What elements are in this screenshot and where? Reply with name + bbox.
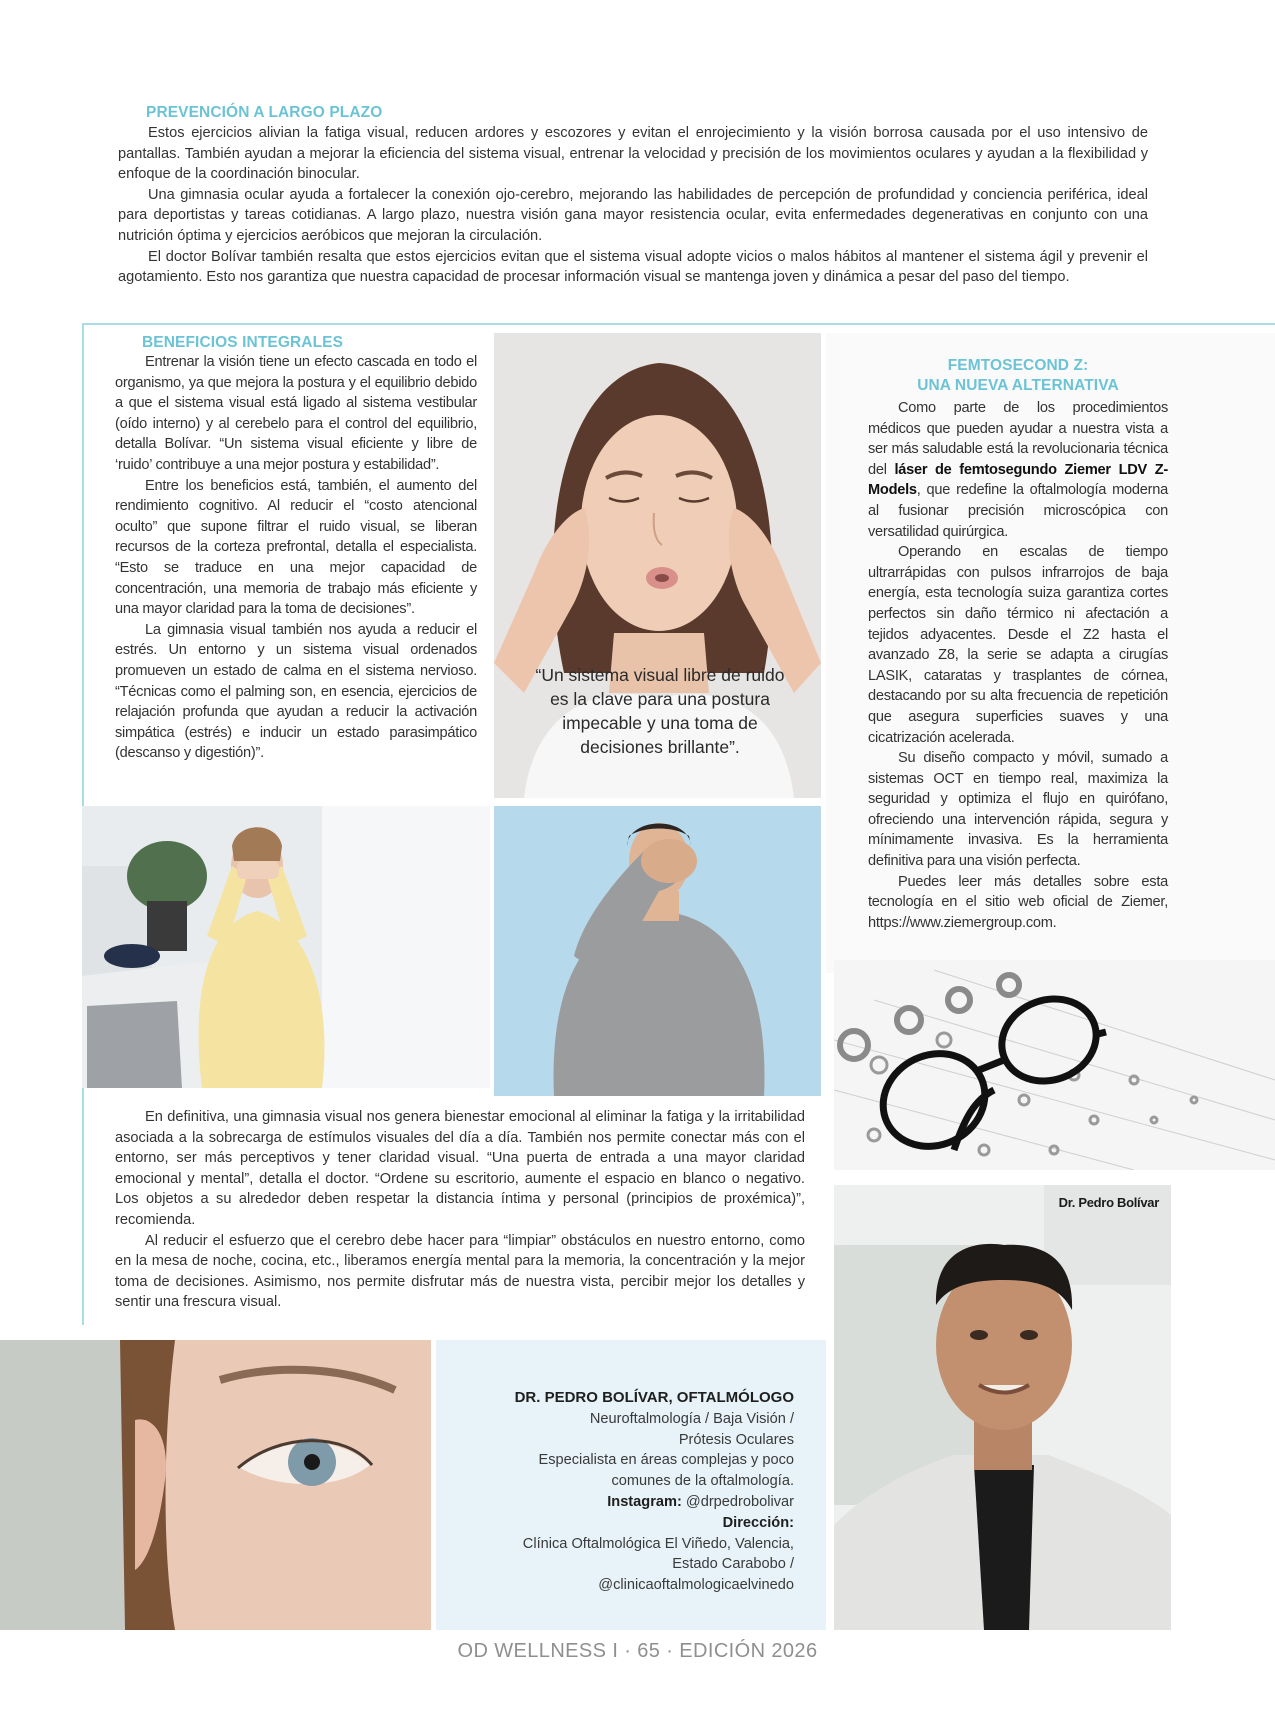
clinic-instagram[interactable]: @clinicaoftalmologicaelvinedo xyxy=(598,1577,794,1594)
benefits-paragraph: Entre los beneficios está, también, el aumento del rendimiento cognitivo. Al reducir el “costo atencional oculto” que supone filtrar el ruido visual, se liberan recursos de la corteza prefrontal, detalla el especialista. “Esto se traduce en una mejor capacidad de concentración, una memoria de trabajo más eficiente y una mayor claridad para la toma de decisiones”. xyxy=(115,477,477,618)
femto-heading xyxy=(868,356,1168,396)
contact-instagram xyxy=(515,1492,794,1513)
benefits-heading: BENEFICIOS INTEGRALES xyxy=(142,334,344,351)
photo-woman-at-desk xyxy=(82,806,490,1088)
instagram-handle[interactable]: @drpedrobolivar xyxy=(685,1493,794,1510)
photo-doctor-portrait xyxy=(834,1185,1171,1630)
femto-text: Puedes leer más detalles sobre esta tecnología en el sitio web oficial de Ziemer, xyxy=(868,873,1168,911)
doctor-photo-caption: Dr. Pedro Bolívar xyxy=(1058,1195,1159,1210)
conclusion-paragraph: En definitiva, una gimnasia visual nos genera bienestar emocional al eliminar la fatiga y la irritabilidad asociada a la sobrecarga de estímulos visuales del día a día. También nos permite conectar más con el entorno, ser más perceptivos y tener claridad visual. “Una puerta de entrada a una mayor claridad emocional y mental”, detalla el doctor. “Ordene su escritorio, aumente el espacio en blanco o negativo. Los objetos a su alrededor deben respetar la distancia íntima y personal (principios de proxémica)”, recomienda. xyxy=(115,1109,805,1228)
femto-paragraph xyxy=(868,398,1168,542)
man-covering-eyes-illustration xyxy=(494,806,821,1096)
contact-description: Especialista en áreas complejas y poco xyxy=(538,1452,794,1469)
femto-heading-line2: UNA NUEVA ALTERNATIVA xyxy=(917,377,1119,394)
photo-glasses-eye-chart xyxy=(834,960,1275,1170)
contact-address: Clínica Oftalmológica El Viñedo, Valencia, xyxy=(522,1535,794,1552)
contact-address: Estado Carabobo / xyxy=(672,1556,794,1573)
prevention-paragraph: El doctor Bolívar también resalta que estos ejercicios evitan que el sistema visual adopte vicios o malos hábitos al mantener el sistema ágil y prevenir el agotamiento. Esto nos garantiza que nuestra capacidad de procesar información visual se mantenga joven y dinámica a pesar del paso del tiempo. xyxy=(118,248,1148,286)
prevention-body xyxy=(118,123,1148,288)
femto-body xyxy=(868,398,1168,933)
contact-description: comunes de la oftalmología. xyxy=(611,1473,794,1490)
prevention-paragraph: Estos ejercicios alivian la fatiga visual, reducen ardores y escozores y evitan el enrojecimiento y la visión borrosa causada por el uso intensivo de pantallas. También ayudan a mejorar la eficiencia del sistema visual, entrenar la velocidad y precisión de los movimientos oculares y ayudan a la flexibilidad y enfoque de la coordinación binocular. xyxy=(118,125,1148,183)
benefits-paragraph: La gimnasia visual también nos ayuda a reducir el estrés. Un entorno y un sistema visual ordenados promueven un estado de calma en el sistema nervioso. “Técnicas como el palming son, en esencia, ejercicios de relajación profunda que ayudan a reducir la activación simpática (estrés) e inducir un estado parasimpático (descanso y digestión)”. xyxy=(115,621,477,762)
photo-woman-temples xyxy=(494,333,821,798)
woman-desk-illustration xyxy=(82,806,490,1088)
contact-specialty: Neuroftalmología / Baja Visión / xyxy=(589,1410,794,1427)
femto-paragraph: Operando en escalas de tiempo ultrarrápidas con pulsos infrarrojos de baja energía, esta tecnología suiza garantiza cortes perfectos sin daño térmico ni afectación a tejidos adyacentes. Desde el Z2 hasta el avanzado Z8, la serie se adapta a cirugías LASIK, cataratas y trasplantes de córnea, destacando por su alta frecuencia de repetición que asegura superficies suaves y una cicatrización acelerada. xyxy=(868,544,1168,746)
contact-details xyxy=(515,1388,794,1596)
contact-specialty: Prótesis Oculares xyxy=(678,1431,794,1448)
contact-name: DR. PEDRO BOLÍVAR, OFTALMÓLOGO xyxy=(514,1389,794,1406)
prevention-section xyxy=(118,104,1148,288)
page-footer: OD WELLNESS I · 65 · EDICIÓN 2026 xyxy=(457,1640,818,1662)
femto-paragraph xyxy=(868,872,1168,934)
benefits-body xyxy=(115,352,477,764)
prevention-heading: PREVENCIÓN A LARGO PLAZO xyxy=(146,104,383,121)
conclusion-paragraph: Al reducir el esfuerzo que el cerebro debe hacer para “limpiar” obstáculos en nuestro entorno, como en la mesa de noche, cocina, etc., liberamos energía mental para la memoria, la concentración y la mejor toma de decisiones. Asimismo, nos permite disfrutar más de nuestra vista, percibir mejor los detalles y sentir una frescura visual. xyxy=(115,1232,805,1311)
photo-man-covering-eyes xyxy=(494,806,821,1096)
eye-closeup-illustration xyxy=(0,1340,431,1630)
conclusion-section xyxy=(115,1107,805,1313)
ziemer-link[interactable]: https://www.ziemergroup.com. xyxy=(868,914,1057,931)
femto-product-name: láser de femtosegundo Ziemer LDV Z-Models xyxy=(868,461,1168,499)
femto-paragraph: Su diseño compacto y móvil, sumado a sistemas OCT en tiempo real, maximiza la seguridad y optimiza el flujo en quirófano, ofreciendo una intervención rápida, segura y mínimamente invasiva. Es la herramienta definitiva para una visión perfecta. xyxy=(868,750,1168,870)
frame-line-top xyxy=(82,323,1275,325)
contact-card xyxy=(436,1340,826,1630)
address-label: Dirección: xyxy=(722,1514,794,1531)
glasses-chart-illustration xyxy=(834,960,1275,1170)
femto-text: , que redefine la oftalmología moderna al fusionar precisión microscópica con versatilidad quirúrgica. xyxy=(868,482,1168,540)
prevention-paragraph: Una gimnasia ocular ayuda a fortalecer la conexión ojo-cerebro, mejorando las habilidades de percepción de profundidad y conciencia periférica, ideal para deportistas y tareas cotidianas. A largo plazo, nuestra visión gana mayor resistencia ocular, evita enfermedades degenerativas en conjunto con una nutrición óptima y ejercicios aeróbicos que mejoran la circulación. xyxy=(118,186,1148,244)
photo-eye-closeup xyxy=(0,1340,431,1630)
instagram-label: Instagram: xyxy=(607,1493,682,1510)
pull-quote: “Un sistema visual libre de ruido es la clave para una postura impecable y una toma de decisiones brillante”. xyxy=(535,665,785,757)
femto-text: Como parte de los procedimientos médicos que pueden ayudar a nuestra vista a ser más saludable está la revolucionaria técnica del xyxy=(868,400,1168,478)
benefits-section xyxy=(115,334,477,764)
conclusion-body xyxy=(115,1107,805,1313)
femto-section xyxy=(868,356,1168,933)
femto-heading-line1: FEMTOSECOND Z: xyxy=(947,357,1089,374)
doctor-portrait-illustration xyxy=(834,1185,1171,1630)
benefits-paragraph: Entrenar la visión tiene un efecto cascada en todo el organismo, ya que mejora la postura y el equilibrio debido a que el sistema visual está ligado al sistema vestibular (oído interno) y al cerebelo para el control del equilibrio, detalla Bolívar. “Un sistema visual eficiente y libre de ‘ruido’ contribuye a una mejor postura y estabilidad”. xyxy=(115,354,477,473)
